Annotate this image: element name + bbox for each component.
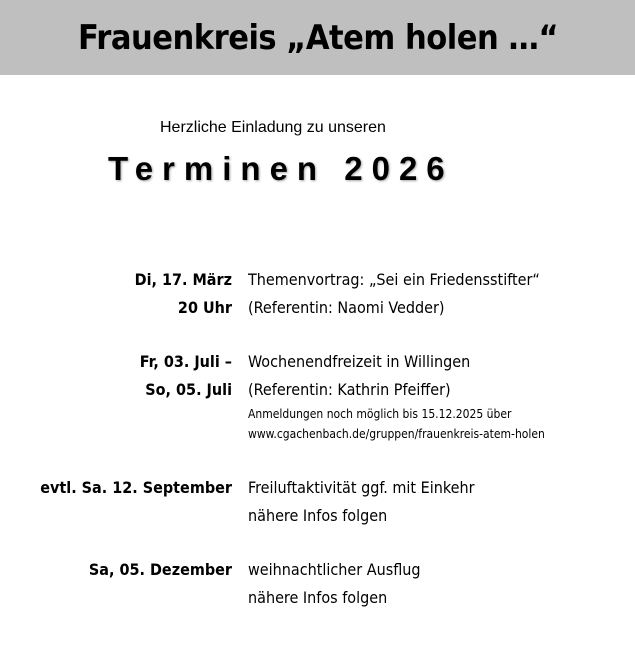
event-title: Freiluftaktivität ggf. mit Einkehr [248,478,475,497]
event-title: Themenvortrag: „Sei ein Friedensstifter“ [248,270,540,289]
event-july [0,348,635,444]
event-date-line: Di, 17. März [134,270,232,289]
event-date [0,266,232,322]
event-description [248,556,421,612]
event-title: weihnachtlicher Ausflug [248,560,421,579]
page-title: Frauenkreis „Atem holen …“ [78,18,559,58]
event-march [0,266,635,322]
header-banner [0,0,635,75]
event-date-line: Sa, 05. Dezember [88,560,232,579]
event-date [0,474,232,530]
event-date-line: Fr, 03. Juli – [139,352,232,371]
event-december [0,556,635,612]
event-date [0,348,232,444]
event-list [0,266,635,638]
event-speaker: (Referentin: Naomi Vedder) [248,298,445,317]
event-info: nähere Infos folgen [248,506,388,525]
event-info: nähere Infos folgen [248,588,388,607]
event-description [248,474,475,530]
event-title: Wochenendfreizeit in Willingen [248,352,471,371]
event-date [0,556,232,612]
registration-link[interactable]: www.cgachenbach.de/gruppen/frauenkreis-atem-holen [248,427,545,441]
schedule-title: Terminen 2026 [108,150,454,187]
event-time-line: 20 Uhr [177,298,232,317]
event-description [248,348,545,444]
event-speaker: (Referentin: Kathrin Pfeiffer) [248,380,451,399]
registration-note: Anmeldungen noch möglich bis 15.12.2025 über [248,407,512,421]
invitation-text: Herzliche Einladung zu unseren [160,119,386,136]
event-date-line: evtl. Sa. 12. September [40,478,232,497]
event-september [0,474,635,530]
event-date-line: So, 05. Juli [145,380,232,399]
event-description [248,266,540,322]
